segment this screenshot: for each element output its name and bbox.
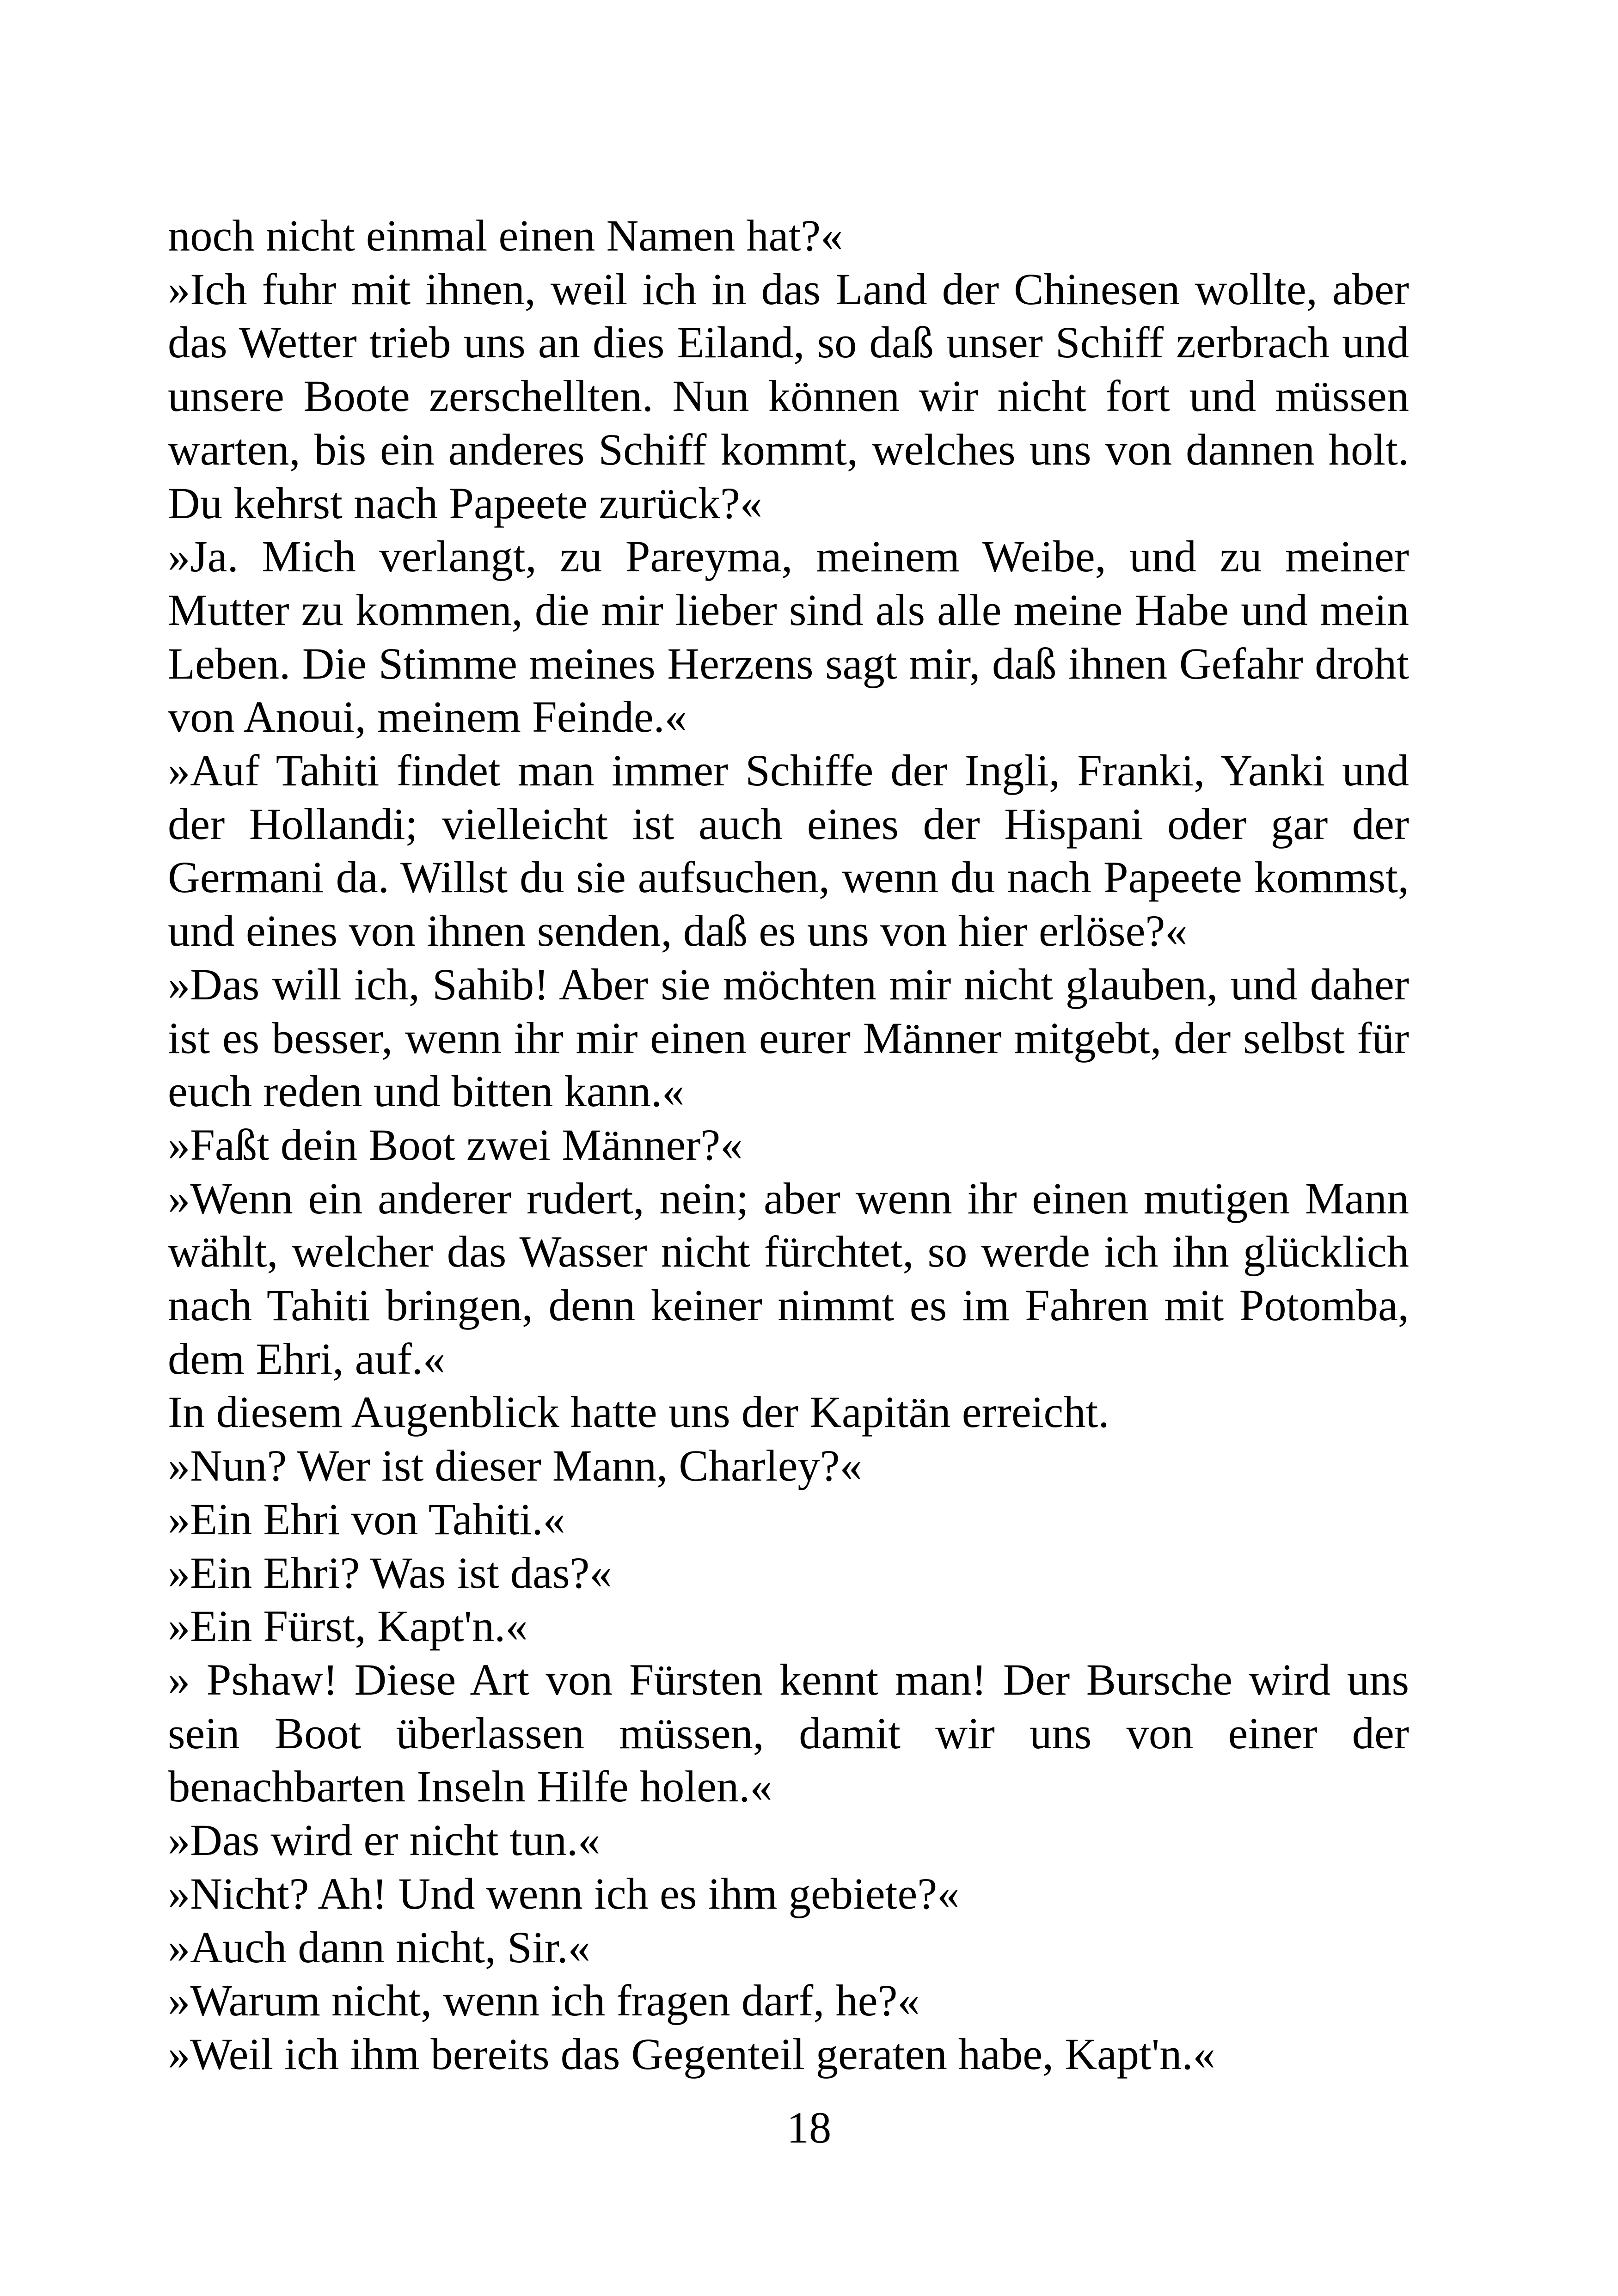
paragraph: »Ja. Mich verlangt, zu Pareyma, meinem Weibe, und zu meiner Mutter zu kommen, die mir lieber sind als alle meine Habe und mein Leben. Die Stimme meines Herzens sagt mir, daß ihnen Gefahr droht von Anoui, meinem Feinde.«: [168, 532, 1409, 742]
paragraph: »Faßt dein Boot zwei Männer?«: [168, 1120, 743, 1169]
paragraph: »Ein Fürst, Kapt'n.«: [168, 1601, 528, 1651]
paragraph: »Das wird er nicht tun.«: [168, 1815, 601, 1865]
paragraph: »Ein Ehri von Tahiti.«: [168, 1494, 565, 1544]
paragraph: »Das will ich, Sahib! Aber sie möchten mir nicht glauben, und daher ist es besser, wenn ihr mir einen eurer Männer mitgebt, der selbst für euch reden und bitten kann.«: [168, 959, 1409, 1116]
paragraph: » Pshaw! Diese Art von Fürsten kennt man! Der Bursche wird uns sein Boot überlassen müssen, damit wir uns von einer der benachbarten Inseln Hilfe holen.«: [168, 1654, 1409, 1812]
page-number: 18: [786, 2103, 832, 2152]
paragraph: »Warum nicht, wenn ich fragen darf, he?«: [168, 1976, 920, 2026]
paragraph: »Nun? Wer ist dieser Mann, Charley?«: [168, 1441, 862, 1491]
paragraph: »Ein Ehri? Was ist das?«: [168, 1548, 612, 1598]
paragraph: »Nicht? Ah! Und wenn ich es ihm gebiete?«: [168, 1868, 960, 1918]
paragraph: »Auf Tahiti findet man immer Schiffe der Ingli, Franki, Yanki und der Hollandi; vielleicht ist auch eines der Hispani oder gar der Germani da. Willst du sie aufsuchen, wenn du nach Papeete kommst, und eines von ihnen senden, daß es uns von hier erlöse?«: [168, 746, 1409, 956]
paragraph: »Wenn ein anderer rudert, nein; aber wenn ihr einen mutigen Mann wählt, welcher das Wasser nicht fürchtet, so werde ich ihn glücklich nach Tahiti bringen, denn keiner nimmt es im Fahren mit Potomba, dem Ehri, auf.«: [168, 1173, 1409, 1384]
paragraph: In diesem Augenblick hatte uns der Kapitän erreicht.: [168, 1387, 1109, 1437]
paragraph: »Ich fuhr mit ihnen, weil ich in das Land der Chinesen wollte, aber das Wetter trieb uns an dies Eiland, so daß unser Schiff zerbrach und unsere Boote zerschellten. Nun können wir nicht fort und müssen warten, bis ein anderes Schiff kommt, welches uns von dannen holt. Du kehrst nach Papeete zurück?«: [168, 264, 1409, 528]
paragraph: noch nicht einmal einen Namen hat?«: [168, 211, 843, 260]
body-text: [168, 209, 1409, 2081]
paragraph: »Weil ich ihm bereits das Gegenteil geraten habe, Kapt'n.«: [168, 2029, 1215, 2079]
paragraph: »Auch dann nicht, Sir.«: [168, 1922, 590, 1972]
